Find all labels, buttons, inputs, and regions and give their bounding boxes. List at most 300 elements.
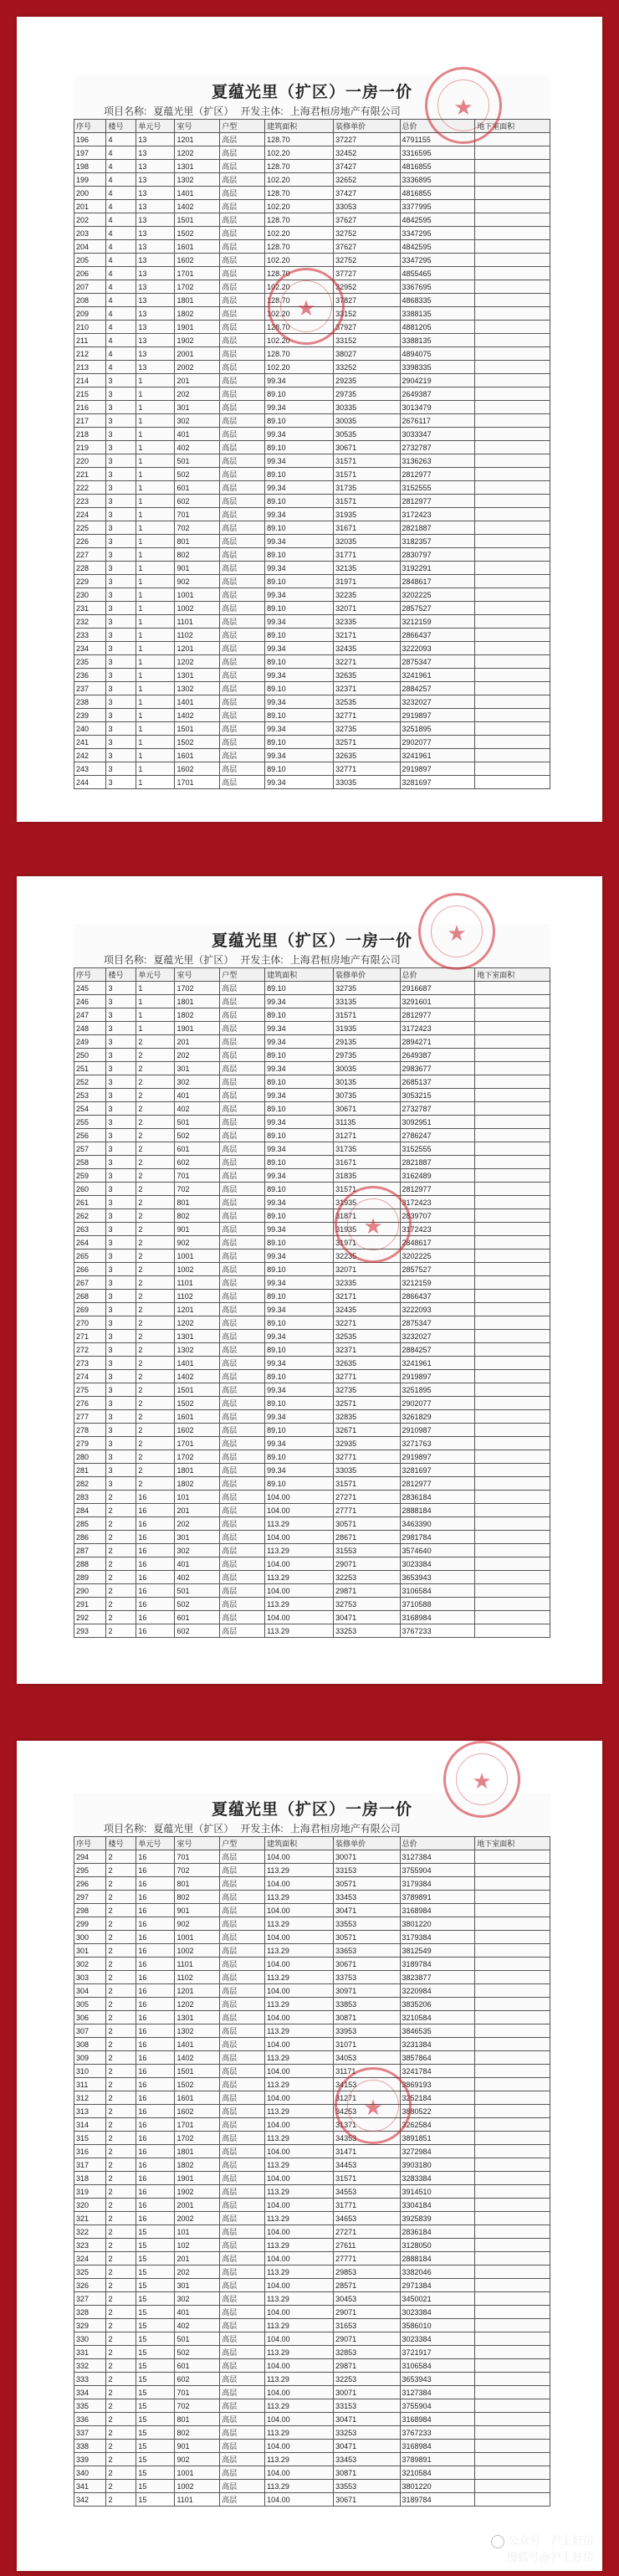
table-row	[74, 655, 550, 669]
table-cell: 89.10	[265, 1102, 334, 1116]
table-cell: 高层	[220, 454, 265, 468]
table-cell: 3241784	[400, 2065, 475, 2078]
table-cell: 2884257	[400, 682, 475, 695]
table-cell: 2	[136, 1383, 175, 1397]
table-cell: 高层	[220, 1904, 265, 1917]
table-cell: 702	[175, 1183, 220, 1196]
table-cell: 270	[74, 1316, 106, 1330]
table-cell: 高层	[220, 495, 265, 508]
table-cell: 89.10	[265, 1397, 334, 1410]
table-cell: 高层	[220, 1357, 265, 1370]
table-cell: 1002	[175, 1263, 220, 1276]
table-cell: 34553	[334, 2185, 400, 2199]
table-cell: 275	[74, 1383, 106, 1397]
table-cell: 104.00	[265, 1958, 334, 1971]
table-cell: 2919897	[400, 1450, 475, 1464]
table-cell: 2	[106, 1598, 136, 1611]
table-cell: 2884257	[400, 1343, 475, 1357]
table-cell: 2	[106, 2105, 136, 2118]
table-cell: 2	[106, 2158, 136, 2172]
table-cell: 113.29	[265, 2239, 334, 2252]
table-cell: 33035	[334, 776, 400, 789]
table-cell: 219	[74, 441, 106, 454]
table-cell: 高层	[220, 2051, 265, 2065]
table-row	[74, 575, 550, 588]
table-row	[74, 1931, 550, 1944]
table-cell: 251	[74, 1062, 106, 1075]
table-cell: 高层	[220, 1944, 265, 1958]
table-cell: 16	[136, 1850, 175, 1864]
table-row	[74, 254, 550, 267]
table-cell: 3172423	[400, 1223, 475, 1236]
table-cell: 502	[175, 1129, 220, 1142]
table-cell: 2	[136, 1169, 175, 1183]
table-cell	[475, 294, 550, 307]
table-cell	[475, 2466, 550, 2480]
table-cell: 31935	[334, 1223, 400, 1236]
table-cell: 3168984	[400, 2440, 475, 2453]
table-cell: 3574640	[400, 1544, 475, 1557]
table-cell: 301	[175, 2279, 220, 2292]
table-cell	[475, 227, 550, 240]
table-cell: 31471	[334, 2145, 400, 2158]
table-cell: 2836184	[400, 1491, 475, 1504]
table-row	[74, 187, 550, 200]
table-cell: 901	[175, 1904, 220, 1917]
table-cell: 16	[136, 1531, 175, 1544]
table-cell: 3801220	[400, 1917, 475, 1931]
table-cell: 15	[136, 2279, 175, 2292]
table-cell: 3835206	[400, 1998, 475, 2011]
table-cell: 高层	[220, 629, 265, 642]
table-cell: 32771	[334, 1450, 400, 1464]
table-cell	[475, 495, 550, 508]
table-cell: 1	[136, 602, 175, 615]
table-cell: 37227	[334, 133, 400, 146]
table-cell: 311	[74, 2078, 106, 2091]
table-cell: 32735	[334, 1383, 400, 1397]
table-cell: 2981784	[400, 1531, 475, 1544]
table-cell: 113.29	[265, 2453, 334, 2466]
table-row	[74, 1598, 550, 1611]
table-cell: 113.29	[265, 2426, 334, 2440]
table-cell: 2866437	[400, 629, 475, 642]
table-cell: 128.70	[265, 213, 334, 227]
table-cell: 13	[136, 200, 175, 213]
table-cell: 15	[136, 2292, 175, 2306]
table-cell: 89.10	[265, 1316, 334, 1330]
table-cell: 高层	[220, 1142, 265, 1156]
table-cell: 1001	[175, 588, 220, 602]
table-row	[74, 2091, 550, 2105]
table-cell: 高层	[220, 762, 265, 776]
table-cell: 3	[106, 374, 136, 387]
table-cell: 89.10	[265, 1477, 334, 1491]
table-cell	[475, 1571, 550, 1584]
table-cell: 高层	[220, 1209, 265, 1223]
developer-label: 开发主体:	[240, 105, 284, 117]
table-cell: 3586010	[400, 2319, 475, 2332]
table-cell: 高层	[220, 1504, 265, 1517]
table-cell: 501	[175, 2332, 220, 2346]
table-cell: 2	[136, 1437, 175, 1450]
table-cell: 3023384	[400, 2332, 475, 2346]
table-cell	[475, 669, 550, 682]
table-cell: 32571	[334, 736, 400, 749]
table-cell: 32435	[334, 1303, 400, 1316]
table-cell	[475, 1931, 550, 1944]
table-cell: 2	[106, 2038, 136, 2051]
table-cell: 1202	[175, 146, 220, 160]
table-row	[74, 1877, 550, 1891]
table-cell: 2	[136, 1089, 175, 1102]
table-cell: 28671	[334, 1531, 400, 1544]
table-cell: 308	[74, 2038, 106, 2051]
table-cell	[475, 1624, 550, 1638]
table-cell: 15	[136, 2386, 175, 2399]
table-cell	[475, 1383, 550, 1397]
company-seal: ★	[268, 268, 345, 345]
table-row	[74, 2413, 550, 2426]
table-cell: 2732787	[400, 441, 475, 454]
sheet-title: 夏蕴光里（扩区）一房一价	[211, 84, 412, 101]
table-cell: 2	[106, 1971, 136, 1984]
table-cell: 319	[74, 2185, 106, 2199]
table-cell	[475, 1089, 550, 1102]
table-cell: 高层	[220, 2185, 265, 2199]
table-cell: 1	[136, 374, 175, 387]
table-cell: 3127384	[400, 1850, 475, 1864]
table-cell: 31571	[334, 1477, 400, 1491]
table-row	[74, 2239, 550, 2252]
project-name: 夏蕴光里（扩区）	[153, 954, 234, 966]
table-cell	[475, 347, 550, 361]
table-cell: 265	[74, 1250, 106, 1263]
table-cell: 高层	[220, 1971, 265, 1984]
table-cell: 33152	[334, 334, 400, 347]
table-cell: 89.10	[265, 682, 334, 695]
table-cell: 283	[74, 1491, 106, 1504]
table-cell: 4816855	[400, 160, 475, 173]
table-cell: 244	[74, 776, 106, 789]
table-cell: 113.29	[265, 2346, 334, 2359]
table-row	[74, 160, 550, 173]
table-row	[74, 1209, 550, 1223]
table-row	[74, 1531, 550, 1544]
table-cell: 2	[106, 2453, 136, 2466]
table-cell	[475, 2199, 550, 2212]
table-cell	[475, 2359, 550, 2373]
table-cell: 104.00	[265, 1877, 334, 1891]
table-cell: 3	[106, 1049, 136, 1062]
table-cell: 34253	[334, 2105, 400, 2118]
table-cell: 1401	[175, 695, 220, 709]
table-cell	[475, 1156, 550, 1169]
table-row	[74, 2011, 550, 2024]
table-cell: 高层	[220, 1624, 265, 1638]
table-cell: 1001	[175, 1250, 220, 1263]
table-cell: 258	[74, 1156, 106, 1169]
table-cell: 32853	[334, 2346, 400, 2359]
table-cell	[475, 2493, 550, 2507]
table-cell: 2	[106, 1984, 136, 1998]
table-cell: 1	[136, 982, 175, 995]
table-cell: 16	[136, 2158, 175, 2172]
table-cell	[475, 2292, 550, 2306]
table-cell: 3271763	[400, 1437, 475, 1450]
table-cell: 301	[74, 1944, 106, 1958]
table-cell: 2	[106, 1944, 136, 1958]
table-row	[74, 1917, 550, 1931]
table-cell: 33152	[334, 307, 400, 321]
table-cell	[475, 254, 550, 267]
table-cell: 102.20	[265, 200, 334, 213]
table-cell: 247	[74, 1008, 106, 1022]
table-cell: 32671	[334, 1424, 400, 1437]
table-cell	[475, 2440, 550, 2453]
column-header: 装修单价	[334, 1837, 400, 1850]
table-cell: 2	[106, 2078, 136, 2091]
table-cell: 3	[106, 749, 136, 762]
table-cell: 1002	[175, 1944, 220, 1958]
table-cell: 1501	[175, 1383, 220, 1397]
table-cell: 113.29	[265, 2051, 334, 2065]
table-cell: 33753	[334, 1971, 400, 1984]
table-cell: 高层	[220, 1102, 265, 1116]
table-cell: 29071	[334, 1557, 400, 1571]
table-cell: 89.10	[265, 1129, 334, 1142]
table-row	[74, 454, 550, 468]
table-cell: 30535	[334, 428, 400, 441]
table-cell: 高层	[220, 1584, 265, 1598]
table-cell: 113.29	[265, 1864, 334, 1877]
table-cell: 16	[136, 1944, 175, 1958]
table-cell: 32235	[334, 588, 400, 602]
table-cell: 99.34	[265, 1464, 334, 1477]
table-cell: 31735	[334, 481, 400, 495]
table-cell: 33053	[334, 200, 400, 213]
table-cell: 高层	[220, 2105, 265, 2118]
column-header: 总价	[400, 1837, 475, 1850]
table-cell: 32035	[334, 535, 400, 548]
table-cell: 89.10	[265, 1156, 334, 1169]
table-cell: 99.34	[265, 1223, 334, 1236]
table-cell: 99.34	[265, 1116, 334, 1129]
table-cell: 4	[106, 213, 136, 227]
table-cell: 13	[136, 334, 175, 347]
table-cell: 31935	[334, 1196, 400, 1209]
table-cell: 13	[136, 160, 175, 173]
table-cell: 32253	[334, 1571, 400, 1584]
table-cell: 89.10	[265, 629, 334, 642]
table-cell: 2875347	[400, 655, 475, 669]
table-cell: 高层	[220, 2480, 265, 2493]
table-cell: 328	[74, 2306, 106, 2319]
table-row	[74, 2306, 550, 2319]
table-cell: 89.10	[265, 602, 334, 615]
table-cell: 15	[136, 2306, 175, 2319]
table-cell	[475, 1424, 550, 1437]
table-cell: 236	[74, 669, 106, 682]
developer-name: 上海君桓房地产有限公司	[289, 105, 401, 117]
table-cell: 33035	[334, 1464, 400, 1477]
table-cell: 31571	[334, 1008, 400, 1022]
table-cell: 99.34	[265, 1169, 334, 1183]
table-cell: 2919897	[400, 762, 475, 776]
table-cell: 104.00	[265, 1850, 334, 1864]
table-cell: 高层	[220, 160, 265, 173]
table-row	[74, 361, 550, 374]
table-row	[74, 2132, 550, 2145]
table-cell: 2902077	[400, 736, 475, 749]
table-cell: 高层	[220, 655, 265, 669]
table-cell: 301	[175, 401, 220, 414]
table-cell: 1001	[175, 2466, 220, 2480]
table-cell: 196	[74, 133, 106, 146]
table-cell: 3013479	[400, 401, 475, 414]
table-cell: 302	[74, 1958, 106, 1971]
table-cell: 276	[74, 1397, 106, 1410]
table-cell: 128.70	[265, 294, 334, 307]
table-cell: 220	[74, 454, 106, 468]
table-cell: 250	[74, 1049, 106, 1062]
table-cell: 2	[136, 1276, 175, 1290]
table-cell: 高层	[220, 1410, 265, 1424]
table-cell: 89.10	[265, 414, 334, 428]
table-cell: 3721917	[400, 2346, 475, 2359]
table-cell: 3	[106, 1022, 136, 1035]
table-row	[74, 347, 550, 361]
table-cell: 2	[136, 1410, 175, 1424]
table-cell: 高层	[220, 562, 265, 575]
table-cell: 32652	[334, 173, 400, 187]
table-cell: 701	[175, 1850, 220, 1864]
table-cell: 256	[74, 1129, 106, 1142]
table-cell: 高层	[220, 1156, 265, 1169]
table-cell: 248	[74, 1022, 106, 1035]
table-cell: 303	[74, 1971, 106, 1984]
table-cell	[475, 1008, 550, 1022]
table-cell: 3232027	[400, 1330, 475, 1343]
table-header-row	[74, 1837, 550, 1850]
table-cell: 602	[175, 495, 220, 508]
table-cell: 3092951	[400, 1116, 475, 1129]
table-cell: 高层	[220, 642, 265, 655]
table-cell: 3	[106, 1169, 136, 1183]
table-cell: 高层	[220, 2132, 265, 2145]
table-cell: 32371	[334, 682, 400, 695]
table-cell: 330	[74, 2332, 106, 2346]
table-cell: 227	[74, 548, 106, 562]
table-cell: 701	[175, 1169, 220, 1183]
table-cell	[475, 629, 550, 642]
table-cell: 2	[136, 1477, 175, 1491]
table-cell: 273	[74, 1357, 106, 1370]
table-row	[74, 1156, 550, 1169]
table-cell: 32171	[334, 1290, 400, 1303]
table-cell: 高层	[220, 1464, 265, 1477]
table-cell: 253	[74, 1089, 106, 1102]
table-cell: 2	[106, 2426, 136, 2440]
table-cell: 3222093	[400, 1303, 475, 1316]
table-cell: 16	[136, 2105, 175, 2118]
table-cell: 高层	[220, 2118, 265, 2132]
table-cell: 89.10	[265, 468, 334, 481]
table-cell: 89.10	[265, 521, 334, 535]
table-cell: 204	[74, 240, 106, 254]
table-cell: 3	[106, 401, 136, 414]
table-cell: 1802	[175, 1008, 220, 1022]
table-cell: 3	[106, 709, 136, 722]
table-cell: 高层	[220, 428, 265, 441]
table-cell: 2	[106, 2319, 136, 2332]
table-cell: 2983677	[400, 1062, 475, 1075]
table-cell	[475, 1290, 550, 1303]
table-cell	[475, 1891, 550, 1904]
table-cell: 32535	[334, 695, 400, 709]
table-cell: 288	[74, 1557, 106, 1571]
table-cell: 401	[175, 2306, 220, 2319]
table-cell: 3152555	[400, 1142, 475, 1156]
table-cell: 2821887	[400, 1156, 475, 1169]
table-cell	[475, 1917, 550, 1931]
table-cell: 3	[106, 1062, 136, 1075]
table-cell: 30035	[334, 1062, 400, 1075]
table-cell: 1	[136, 615, 175, 629]
table-cell: 1302	[175, 1343, 220, 1357]
table-row	[74, 2212, 550, 2225]
table-cell: 3	[106, 1075, 136, 1089]
table-cell: 260	[74, 1183, 106, 1196]
table-cell: 3	[106, 642, 136, 655]
table-cell: 1	[136, 441, 175, 454]
table-cell: 202	[175, 1517, 220, 1531]
table-cell: 297	[74, 1891, 106, 1904]
table-cell: 3	[106, 736, 136, 749]
table-cell: 89.10	[265, 1236, 334, 1250]
table-cell: 113.29	[265, 1998, 334, 2011]
table-cell: 1102	[175, 1971, 220, 1984]
table-row	[74, 982, 550, 995]
table-cell: 269	[74, 1303, 106, 1316]
table-row	[74, 227, 550, 240]
table-cell: 322	[74, 2225, 106, 2239]
table-cell: 16	[136, 1891, 175, 1904]
table-row	[74, 2051, 550, 2065]
table-cell: 217	[74, 414, 106, 428]
table-cell: 224	[74, 508, 106, 521]
table-row	[74, 240, 550, 254]
table-cell: 99.34	[265, 1196, 334, 1209]
table-row	[74, 1544, 550, 1557]
table-cell: 1301	[175, 160, 220, 173]
table-cell: 高层	[220, 347, 265, 361]
developer-name: 上海君桓房地产有限公司	[289, 954, 401, 966]
table-cell: 2888184	[400, 2252, 475, 2266]
table-cell: 2848617	[400, 1236, 475, 1250]
column-header: 单元号	[136, 1837, 175, 1850]
table-cell: 2	[106, 1877, 136, 1891]
table-cell: 2	[106, 2132, 136, 2145]
table-cell: 902	[175, 1917, 220, 1931]
table-cell: 255	[74, 1116, 106, 1129]
table-cell: 高层	[220, 2239, 265, 2252]
table-cell: 2	[106, 2373, 136, 2386]
table-cell: 4	[106, 280, 136, 294]
table-cell: 337	[74, 2426, 106, 2440]
table-cell: 高层	[220, 401, 265, 414]
table-cell: 3182357	[400, 535, 475, 548]
